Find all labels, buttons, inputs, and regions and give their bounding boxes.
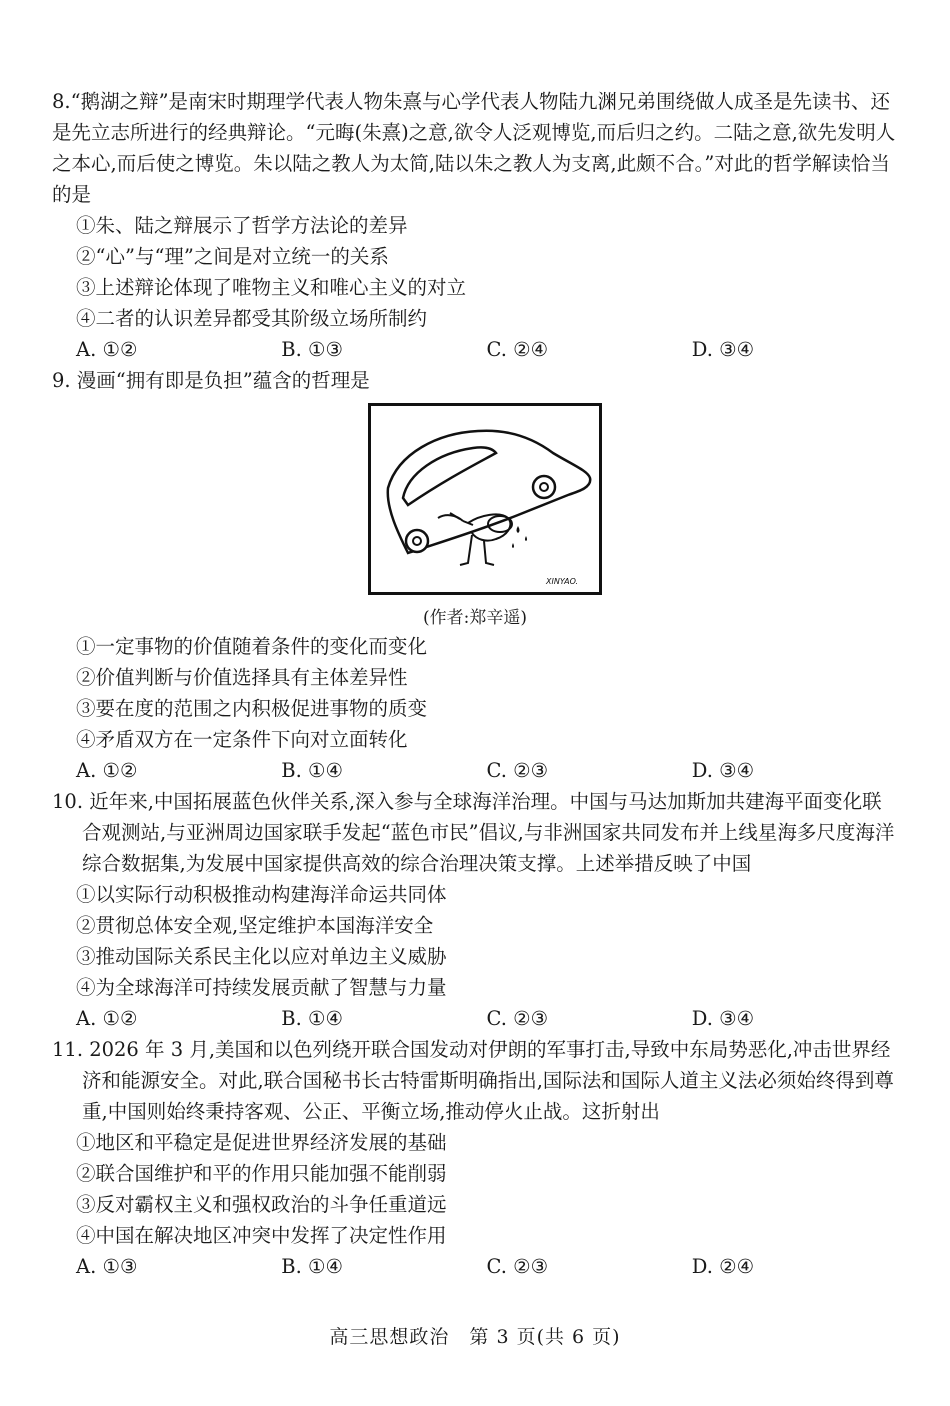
- question-9-option-4: ④矛盾双方在一定条件下向对立面转化: [76, 728, 408, 751]
- choice-b: B. ①③: [281, 338, 343, 361]
- question-10-choices: [76, 1003, 897, 1034]
- question-8-option-4: ④二者的认识差异都受其阶级立场所制约: [76, 307, 428, 330]
- question-10-option-2: ②贯彻总体安全观,坚定维护本国海洋安全: [76, 914, 434, 937]
- question-11-choices: [76, 1251, 897, 1282]
- question-11-option-4: ④中国在解决地区冲突中发挥了决定性作用: [76, 1224, 447, 1247]
- question-9-option-1: ①一定事物的价值随着条件的变化而变化: [76, 635, 428, 658]
- cartoon-image: [368, 403, 602, 595]
- choice-d: D. ③④: [691, 338, 755, 361]
- question-8-option-1: ①朱、陆之辩展示了哲学方法论的差异: [76, 214, 408, 237]
- question-10-option-3: ③推动国际关系民主化以应对单边主义威胁: [76, 945, 447, 968]
- question-9-option-3: ③要在度的范围之内积极促进事物的质变: [76, 697, 428, 720]
- question-11-stem: 11. 2026 年 3 月,美国和以色列绕开联合国发动对伊朗的军事打击,导致中东局势恶化,冲击世界经济和能源安全。对此,联合国秘书长古特雷斯明确指出,国际法和国际人道主义法必须始终得到尊重,中国则始终秉持客观、公正、平衡立场,推动停火止战。这折射出: [52, 1038, 894, 1123]
- question-11-option-3: ③反对霸权主义和强权政治的斗争任重道远: [76, 1193, 447, 1216]
- choice-c: C. ②③: [486, 1255, 549, 1278]
- question-10-stem: 10. 近年来,中国拓展蓝色伙伴关系,深入参与全球海洋治理。中国与马达加斯加共建海平面变化联合观测站,与亚洲周边国家联手发起“蓝色市民”倡议,与非洲国家共同发布并上线星海多尺度海洋综合数据集,为发展中国家提供高效的综合治理决策支撑。上述举措反映了中国: [52, 790, 895, 875]
- question-9-option-2: ②价值判断与价值选择具有主体差异性: [76, 666, 408, 689]
- question-11-option-2: ②联合国维护和平的作用只能加强不能削弱: [76, 1162, 447, 1185]
- choice-a: A. ①③: [76, 1255, 138, 1278]
- choice-a: A. ①②: [76, 1007, 138, 1030]
- choice-c: C. ②③: [486, 759, 549, 782]
- question-8-option-2: ②“心”与“理”之间是对立统一的关系: [76, 245, 389, 268]
- choice-d: D. ③④: [691, 1007, 755, 1030]
- question-10-option-4: ④为全球海洋可持续发展贡献了智慧与力量: [76, 976, 447, 999]
- question-10-option-1: ①以实际行动积极推动构建海洋命运共同体: [76, 883, 447, 906]
- question-9: [52, 631, 897, 1282]
- question-8: [52, 86, 897, 396]
- question-8-option-3: ③上述辩论体现了唯物主义和唯心主义的对立: [76, 276, 467, 299]
- cartoon-caption: (作者:郑辛遥): [423, 608, 527, 628]
- question-11-option-1: ①地区和平稳定是促进世界经济发展的基础: [76, 1131, 447, 1154]
- choice-d: D. ②④: [691, 1255, 755, 1278]
- question-9-choices: [76, 755, 897, 786]
- choice-d: D. ③④: [691, 759, 755, 782]
- choice-c: C. ②④: [486, 338, 549, 361]
- cartoon-signature: XINYAO.: [546, 577, 579, 586]
- question-8-stem: 8.“鹅湖之辩”是南宋时期理学代表人物朱熹与心学代表人物陆九渊兄弟围绕做人成圣是先读书、还是先立志所进行的经典辩论。“元晦(朱熹)之意,欲令人泛观博览,而后归之约。二陆之意,欲先发明人之本心,而后使之博览。朱以陆之教人为太简,陆以朱之教人为支离,此颇不合。”对此的哲学解读恰当的是: [52, 90, 896, 206]
- choice-a: A. ①②: [76, 759, 138, 782]
- choice-a: A. ①②: [76, 338, 138, 361]
- question-9-stem: 9. 漫画“拥有即是负担”蕴含的哲理是: [52, 369, 370, 392]
- question-8-choices: [76, 334, 897, 365]
- choice-b: B. ①④: [281, 759, 343, 782]
- choice-b: B. ①④: [281, 1007, 343, 1030]
- choice-c: C. ②③: [486, 1007, 549, 1030]
- choice-b: B. ①④: [281, 1255, 343, 1278]
- page-footer: 高三思想政治 第 3 页(共 6 页): [329, 1326, 621, 1348]
